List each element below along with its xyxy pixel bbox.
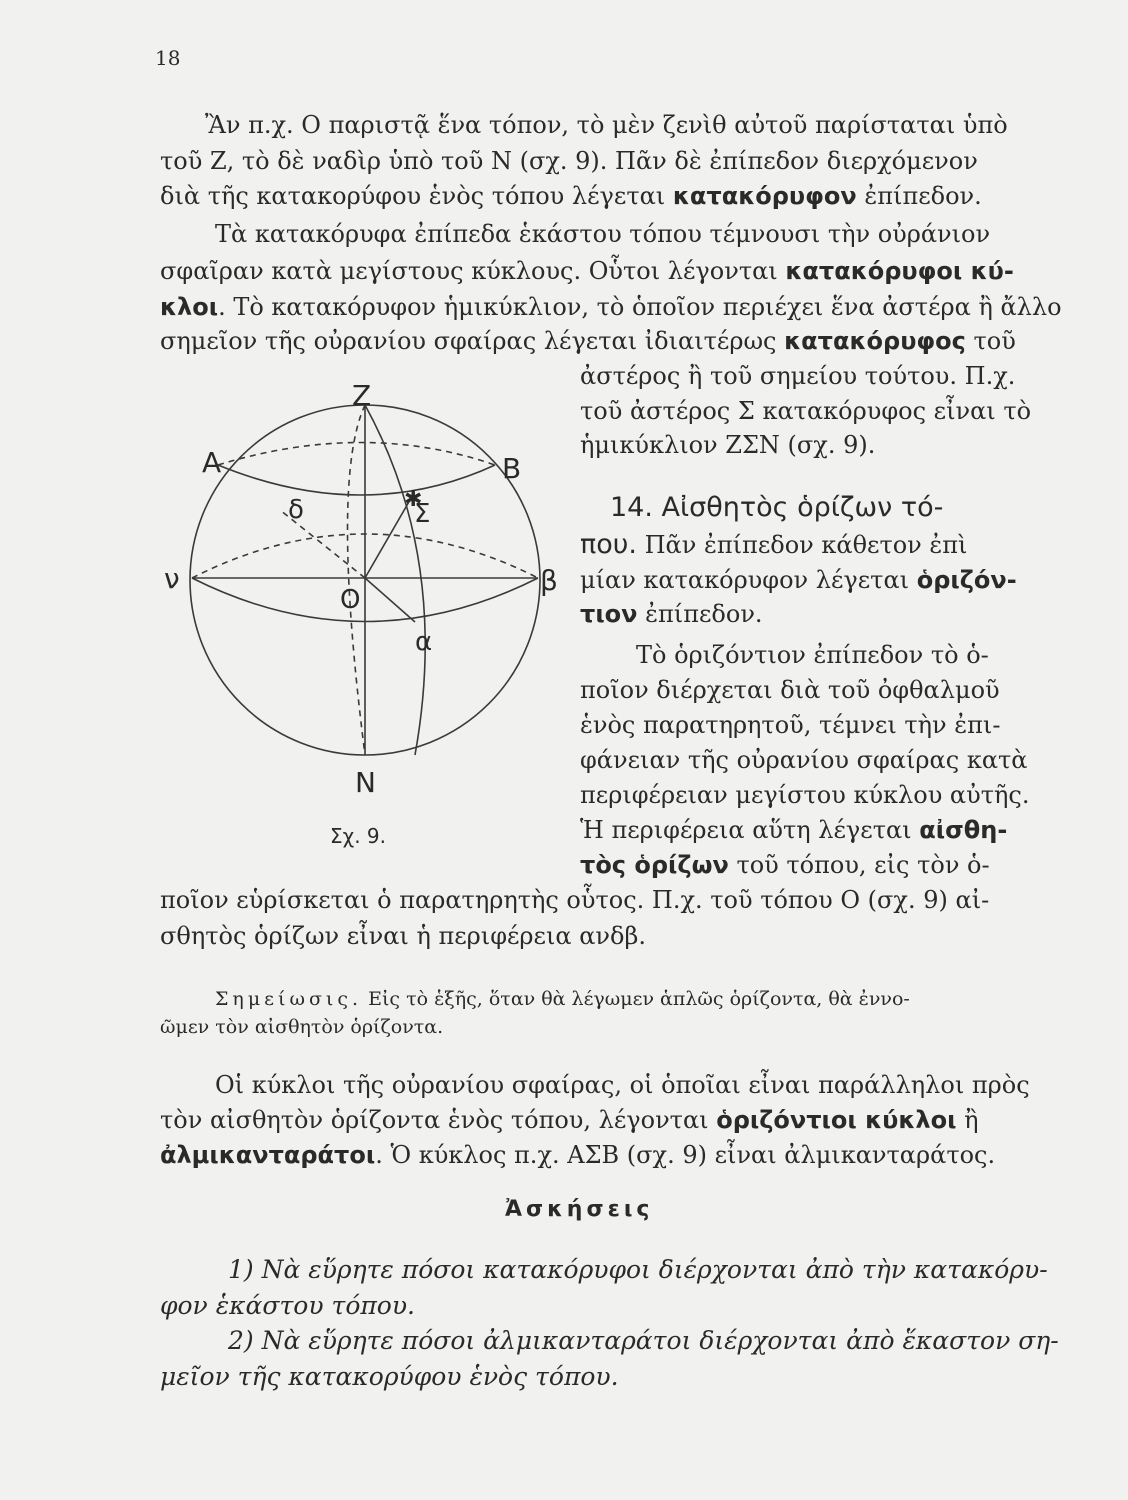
text-span: τὸν αἰσθητὸν ὁρίζοντα ἑνὸς τόπου, λέγονται xyxy=(160,1106,709,1134)
text-line: τοῦ ἀστέρος Σ κατακόρυφος εἶναι τὸ xyxy=(580,397,1032,425)
label-beta: β xyxy=(540,564,558,597)
exercise-item: μεῖον τῆς κατακορύφου ἑνὸς τόπου. xyxy=(160,1362,619,1391)
text-line xyxy=(160,256,1014,286)
text-line: Τὸ ὁριζόντιον ἐπίπεδον τὸ ὁ- xyxy=(636,641,989,669)
text-line: φάνειαν τῆς οὐρανίου σφαίρας κατὰ xyxy=(580,746,1028,774)
label-o: O xyxy=(340,585,361,615)
text-span: σημεῖον τῆς οὐρανίου σφαίρας λέγεται ἰδιαιτέρως xyxy=(160,327,777,355)
text-line: ἑνὸς παρατηρητοῦ, τέμνει τὴν ἐπι- xyxy=(580,711,1001,739)
line-o-alpha xyxy=(365,578,415,622)
text-line xyxy=(160,1105,978,1135)
text-line: τοῦ Ζ, τὸ δὲ ναδὶρ ὑπὸ τοῦ Ν (σχ. 9). Πᾶν δὲ ἐπίπεδον διερχόμενον xyxy=(160,147,978,175)
label-nu: ν xyxy=(164,562,180,595)
label-b: B xyxy=(502,452,522,485)
label-a: A xyxy=(202,446,222,479)
section-heading-cont: που. xyxy=(580,529,637,560)
text-line xyxy=(160,326,1016,356)
term-vertical-plane: κατακόρυφον xyxy=(672,182,857,210)
text-span: μίαν κατακόρυφον λέγεται xyxy=(580,566,910,594)
almucantar-front xyxy=(218,465,495,495)
term-sensible-horizon-cont: τὸς ὁρίζων xyxy=(580,851,729,879)
term-vertical-of-star: κατακόρυφος xyxy=(784,327,966,355)
figure-celestial-sphere xyxy=(160,360,600,860)
text-line xyxy=(580,530,967,560)
text-span: διὰ τῆς κατακορύφου ἑνὸς τόπου λέγεται xyxy=(160,182,666,210)
label-sigma: Σ xyxy=(414,499,431,529)
term-vertical-circles: κατακόρυφοι κύ- xyxy=(785,257,1014,285)
label-alpha: α xyxy=(415,627,433,657)
label-delta: δ xyxy=(288,495,304,525)
note-line: ῶμεν τὸν αἰσθητὸν ὁρίζοντα. xyxy=(160,1016,444,1038)
text-line: Ἂν π.χ. Ο παριστᾷ ἕνα τόπον, τὸ μὲν ζενὶθ αὐτοῦ παρίσταται ὑπὸ xyxy=(205,111,1008,139)
note-label: Σημείωσις. xyxy=(215,988,363,1010)
text-span: . Τὸ κατακόρυφον ἡμικύκλιον, τὸ ὁποῖον περιέχει ἕνα ἀστέρα ἢ ἄλλο xyxy=(218,293,1062,321)
star-icon: ✱ xyxy=(404,487,423,512)
exercises-title: Ἀσκήσεις xyxy=(505,1197,654,1222)
text-line xyxy=(580,565,1017,595)
text-span: τοῦ xyxy=(973,327,1016,355)
text-line: ποῖον εὑρίσκεται ὁ παρατηρητὴς οὗτος. Π.χ. τοῦ τόπου Ο (σχ. 9) αἰ- xyxy=(160,886,990,914)
text-span: τοῦ τόπου, εἰς τὸν ὁ- xyxy=(736,851,990,879)
exercise-item: φον ἑκάστου τόπου. xyxy=(160,1291,415,1320)
text-span: ἐπίπεδον. xyxy=(645,600,763,628)
text-span: Ἡ περιφέρεια αὕτη λέγεται xyxy=(580,816,912,844)
exercise-item: 1) Νὰ εὕρητε πόσοι κατακόρυφοι διέρχονται ἀπὸ τὴν κατακόρυ- xyxy=(228,1255,1048,1284)
vertical-circle-front xyxy=(365,405,425,755)
exercise-item: 2) Νὰ εὕρητε πόσοι ἀλμικανταράτοι διέρχονται ἀπὸ ἕκαστον ση- xyxy=(228,1326,1059,1355)
text-span: . Ὁ κύκλος π.χ. ΑΣΒ (σχ. 9) εἶναι ἀλμικανταράτος. xyxy=(375,1141,996,1169)
vertical-circle-back xyxy=(348,405,366,755)
label-nadir: N xyxy=(355,766,376,799)
text-line xyxy=(160,292,1062,322)
text-line: ἀστέρος ἢ τοῦ σημείου τούτου. Π.χ. xyxy=(580,362,1016,390)
section-heading: 14. Αἰσθητὸς ὁρίζων τό- xyxy=(610,492,944,523)
text-line xyxy=(580,599,763,629)
text-line: Τὰ κατακόρυφα ἐπίπεδα ἑκάστου τόπου τέμνουσι τὴν οὐράνιον xyxy=(215,220,991,248)
text-line xyxy=(580,815,1007,845)
almucantar-back xyxy=(218,443,495,466)
text-line xyxy=(580,850,990,880)
note-line xyxy=(215,984,910,1014)
text-line: περιφέρειαν μεγίστου κύκλου αὐτῆς. xyxy=(580,781,1030,809)
term-almucantars: ἀλμικανταράτοι xyxy=(160,1141,376,1169)
term-horizontal-cont: τιον xyxy=(580,600,638,628)
text-span: ἢ xyxy=(964,1106,979,1134)
term-horizontal-circles: ὁριζόντιοι κύκλοι xyxy=(716,1106,957,1134)
text-line: σθητὸς ὁρίζων εἶναι ἡ περιφέρεια ανδβ. xyxy=(160,922,646,950)
text-span: Εἰς τὸ ἑξῆς, ὅταν θὰ λέγωμεν ἁπλῶς ὁρίζοντα, θὰ ἐννο- xyxy=(368,988,910,1010)
term-vertical-circles-cont: κλοι xyxy=(160,293,219,321)
text-line xyxy=(160,1140,995,1170)
text-line: Οἱ κύκλοι τῆς οὐρανίου σφαίρας, οἱ ὁποῖαι εἶναι παράλληλοι πρὸς xyxy=(215,1071,1030,1099)
page-number: 18 xyxy=(155,46,181,70)
text-line: ποῖον διέρχεται διὰ τοῦ ὀφθαλμοῦ xyxy=(580,676,1000,704)
text-span: ἐπίπεδον. xyxy=(864,182,982,210)
text-line: ἡμικύκλιον ΖΣΝ (σχ. 9). xyxy=(580,431,876,459)
label-zenith: Z xyxy=(352,379,372,412)
text-line xyxy=(160,181,982,211)
text-span: σφαῖραν κατὰ μεγίστους κύκλους. Οὗτοι λέγονται xyxy=(160,257,778,285)
term-sensible-horizon: αἰσθη- xyxy=(919,816,1008,844)
term-horizontal: ὁριζόν- xyxy=(916,566,1017,594)
figure-caption: Σχ. 9. xyxy=(330,824,386,848)
text-span: Πᾶν ἐπίπεδον κάθετον ἐπὶ xyxy=(644,531,968,559)
